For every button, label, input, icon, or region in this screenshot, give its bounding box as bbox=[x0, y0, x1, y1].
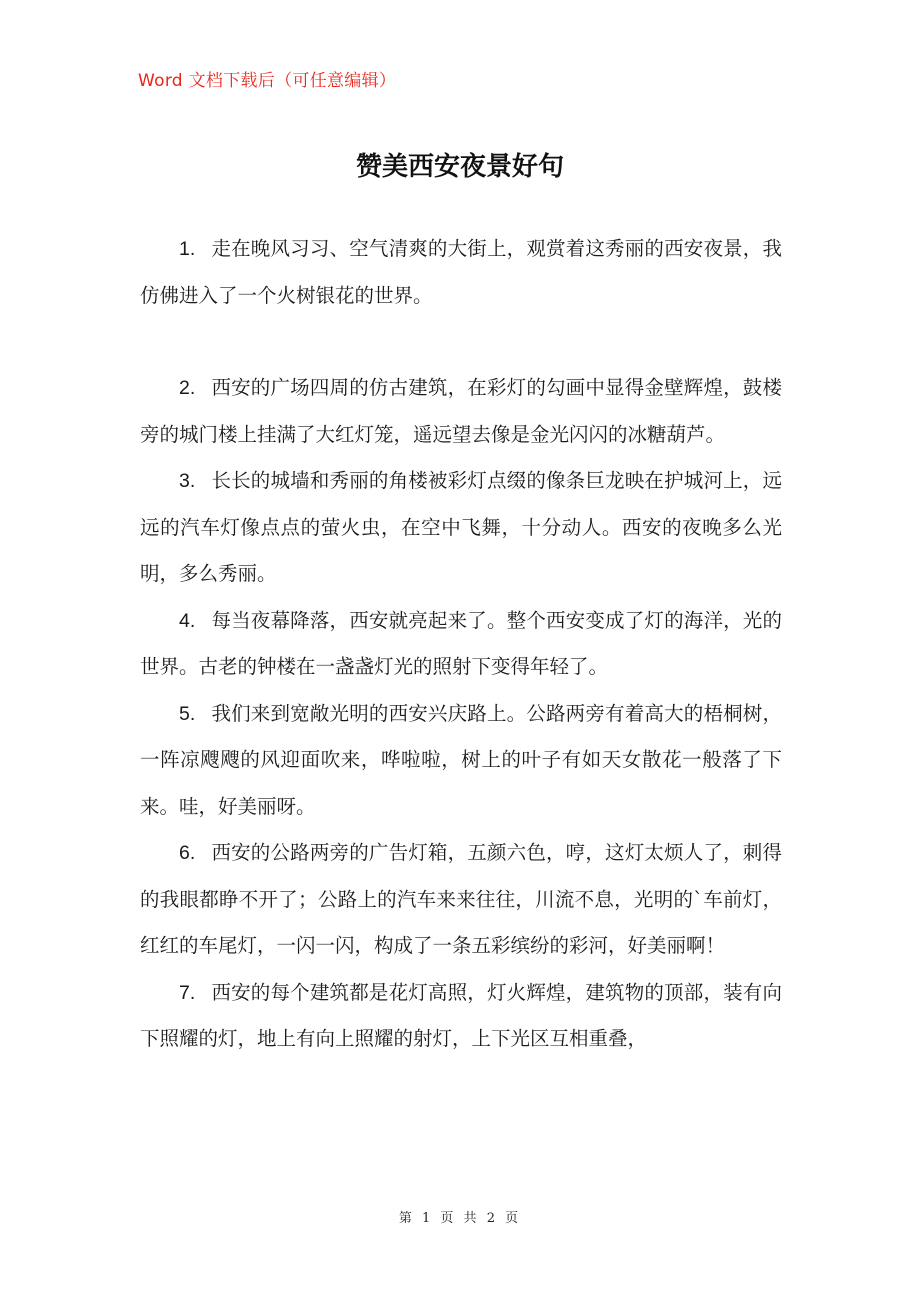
paragraph-2 bbox=[140, 365, 782, 458]
page-title: 赞美西安夜景好句 bbox=[355, 152, 564, 182]
paragraph-3 bbox=[140, 458, 782, 598]
paragraph-spacer bbox=[140, 319, 782, 365]
paragraph-4 bbox=[140, 598, 782, 691]
paragraph-number: 4. bbox=[179, 609, 196, 632]
paragraph-text: 每当夜幕降落，西安就亮起来了。整个西安变成了灯的海洋，光的世界。古老的钟楼在一盏盏灯光的照射下变得年轻了。 bbox=[140, 608, 782, 678]
paragraph-7 bbox=[140, 970, 782, 1063]
paragraph-number: 6. bbox=[179, 842, 196, 864]
paragraph-5 bbox=[140, 691, 782, 831]
paragraph-number: 7. bbox=[179, 981, 196, 1004]
paragraph-number: 3. bbox=[179, 470, 196, 492]
document-body bbox=[140, 226, 782, 1063]
paragraph-text: 长长的城墙和秀丽的角楼被彩灯点缀的像条巨龙映在护城河上，远远的汽车灯像点点的萤火虫，在空中飞舞，十分动人。西安的夜晚多么光明，多么秀丽。 bbox=[140, 469, 782, 585]
paragraph-text: 西安的广场四周的仿古建筑，在彩灯的勾画中显得金壁辉煌，鼓楼旁的城门楼上挂满了大红灯笼，遥远望去像是金光闪闪的冰糖葫芦。 bbox=[140, 376, 782, 446]
paragraph-text: 西安的公路两旁的广告灯箱，五颜六色，哼，这灯太烦人了，刺得的我眼都睁不开了；公路上的汽车来来往往，川流不息，光明的`车前灯，红红的车尾灯，一闪一闪，构成了一条五彩缤纷的彩河，好美丽啊！ bbox=[140, 841, 782, 957]
download-note: Word 文档下载后（可任意编辑） bbox=[138, 71, 397, 91]
page-footer: 第 1 页 共 2 页 bbox=[398, 1211, 522, 1226]
paragraph-number: 5. bbox=[179, 702, 196, 725]
paragraph-text: 西安的每个建筑都是花灯高照，灯火辉煌，建筑物的顶部，装有向下照耀的灯，地上有向上照耀的射灯，上下光区互相重叠， bbox=[140, 980, 782, 1050]
paragraph-6 bbox=[140, 830, 782, 970]
paragraph-text: 走在晚风习习、空气清爽的大街上，观赏着这秀丽的西安夜景，我仿佛进入了一个火树银花的世界。 bbox=[140, 237, 782, 307]
paragraph-number: 1. bbox=[179, 238, 196, 260]
paragraph-text: 我们来到宽敞光明的西安兴庆路上。公路两旁有着高大的梧桐树，一阵凉飕飕的风迎面吹来，哗啦啦，树上的叶子有如天女散花一般落了下来。哇，好美丽呀。 bbox=[140, 701, 782, 818]
paragraph-number: 2. bbox=[179, 377, 196, 399]
paragraph-1 bbox=[140, 226, 782, 319]
